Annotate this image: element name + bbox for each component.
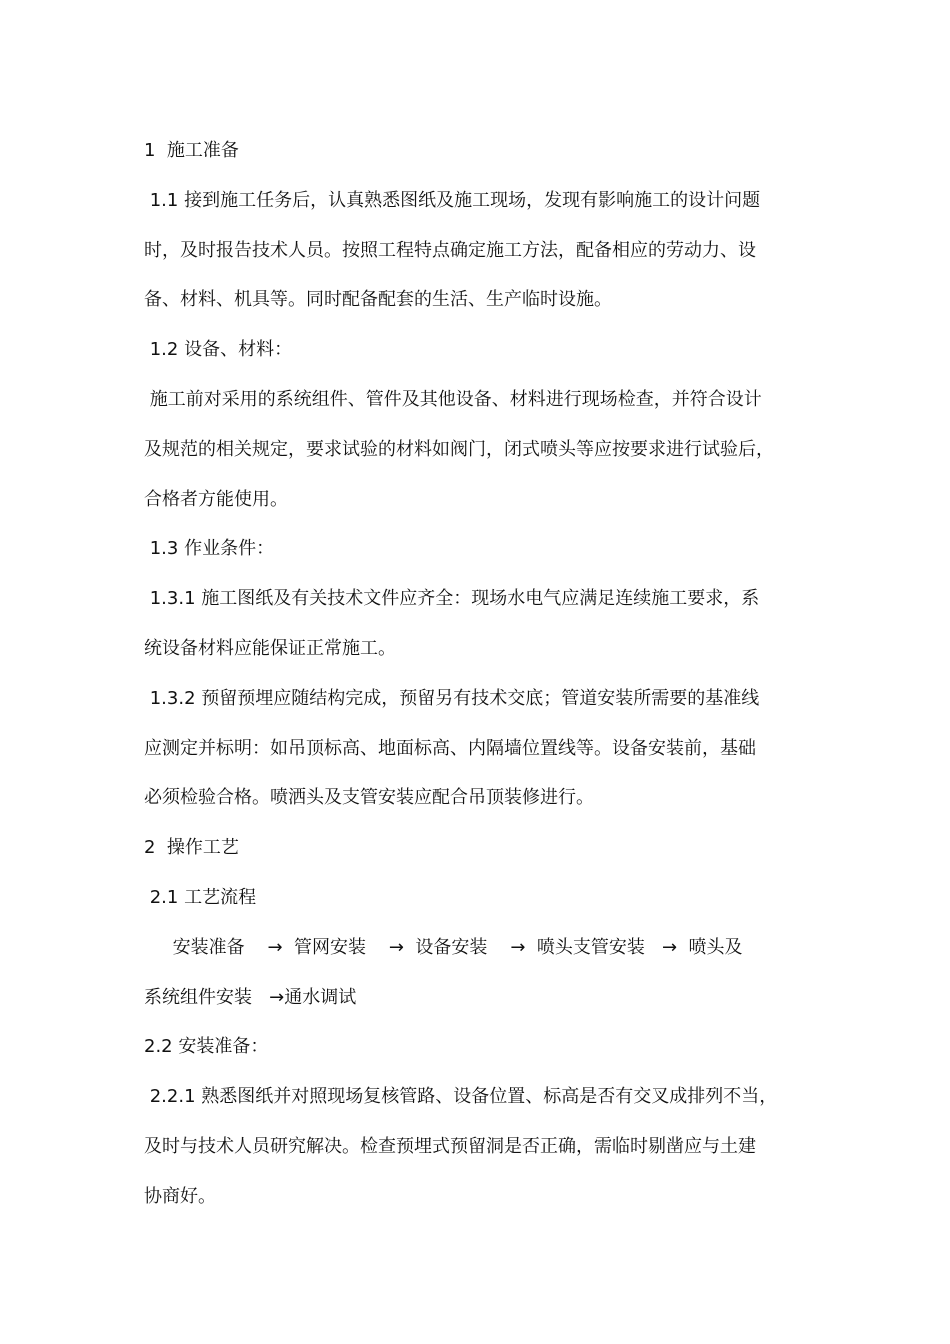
paragraph-line: 必须检验合格。喷洒头及支管安装应配合吊顶装修进行。 [144, 787, 594, 809]
paragraph-line: 1.3.2 预留预埋应随结构完成，预留另有技术交底；管道安装所需要的基准线 [144, 687, 760, 709]
process-flow-line: 系统组件安装 →通水调试 [144, 986, 357, 1008]
paragraph-line: 应测定并标明：如吊顶标高、地面标高、内隔墙位置线等。设备安装前，基础 [144, 737, 756, 759]
subsection-heading-1-3: 1.3 作业条件： [144, 538, 275, 560]
subsection-heading-2-2: 2.2 安装准备： [144, 1036, 269, 1058]
paragraph-line: 协商好。 [144, 1185, 216, 1207]
section-heading-1: 1 施工准备 [144, 140, 239, 161]
subsection-heading-2-1: 2.1 工艺流程 [144, 886, 257, 908]
subsection-heading-1-2: 1.2 设备、材料： [144, 339, 293, 361]
section-heading-2: 2 操作工艺 [144, 837, 239, 859]
paragraph-line: 及时与技术人员研究解决。检查预埋式预留洞是否正确，需临时剔凿应与土建 [144, 1135, 756, 1157]
document-body [144, 126, 812, 1222]
paragraph-line: 1.1 接到施工任务后，认真熟悉图纸及施工现场，发现有影响施工的设计问题 [144, 189, 761, 211]
paragraph-line: 施工前对采用的系统组件、管件及其他设备、材料进行现场检查，并符合设计 [144, 388, 762, 410]
process-flow-line: 安装准备 → 管网安装 → 设备安装 → 喷头支管安装 → 喷头及 [144, 936, 743, 958]
paragraph-line: 1.3.1 施工图纸及有关技术文件应齐全：现场水电气应满足连续施工要求，系 [144, 588, 760, 610]
paragraph-line: 时，及时报告技术人员。按照工程特点确定施工方法，配备相应的劳动力、设 [144, 239, 756, 261]
paragraph-line: 统设备材料应能保证正常施工。 [144, 637, 396, 659]
paragraph-line: 合格者方能使用。 [144, 488, 288, 510]
paragraph-line: 及规范的相关规定，要求试验的材料如阀门，闭式喷头等应按要求进行试验后， [144, 438, 774, 460]
paragraph-line: 备、材料、机具等。同时配备配套的生活、生产临时设施。 [144, 289, 612, 311]
paragraph-line: 2.2.1 熟悉图纸并对照现场复核管路、设备位置、标高是否有交叉成排列不当， [144, 1086, 778, 1108]
